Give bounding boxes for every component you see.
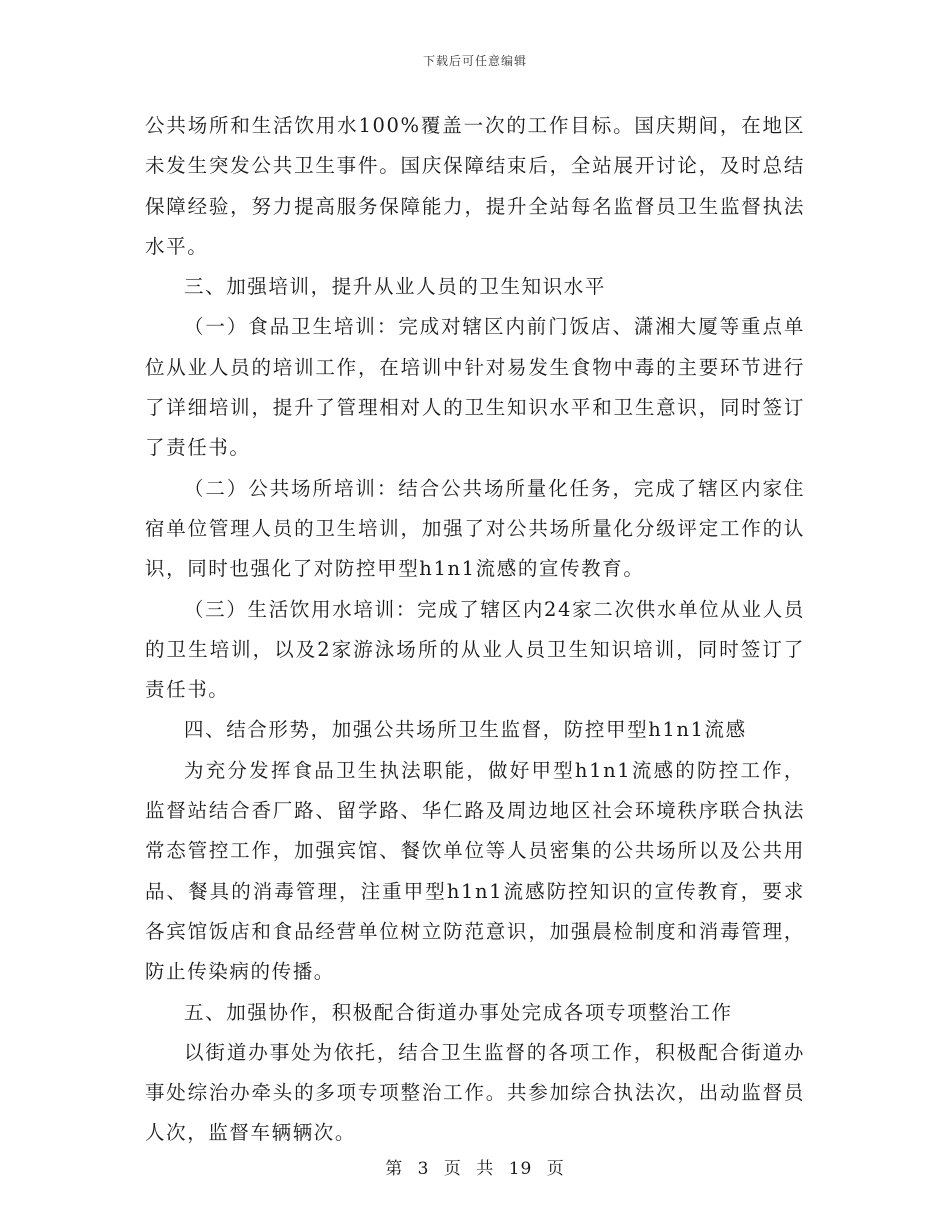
paragraph: （一）食品卫生培训：完成对辖区内前门饭店、潇湘大厦等重点单位从业人员的培训工作，在培训中针对易发生食物中毒的主要环节进行了详细培训，提升了管理相对人的卫生知识水平和卫生意识，同时签订了责任书。 (145, 315, 805, 460)
page-footer (0, 1154, 950, 1179)
page-label-mid: 页 共 (443, 1159, 495, 1179)
section-heading: 四、结合形势，加强公共场所卫生监督，防控甲型h1n1流感 (184, 718, 747, 742)
current-page-number: 3 (417, 1159, 430, 1179)
paragraph: （三）生活饮用水培训：完成了辖区内24家二次供水单位从业人员的卫生培训，以及2家游泳场所的从业人员卫生知识培训，同时签订了责任书。 (145, 597, 805, 702)
page-label-prefix: 第 (385, 1159, 404, 1179)
paragraph: 以街道办事处为依托，结合卫生监督的各项工作，积极配合街道办事处综治办牵头的多项专项整治工作。共参加综合执法次，出动监督员人次，监督车辆辆次。 (145, 1040, 805, 1145)
paragraph: 公共场所和生活饮用水100%覆盖一次的工作目标。国庆期间，在地区未发生突发公共卫生事件。国庆保障结束后，全站展开讨论，及时总结保障经验，努力提高服务保障能力，提升全站每名监督员卫生监督执法水平。 (145, 114, 805, 258)
document-body (145, 106, 805, 1154)
total-pages-number: 19 (508, 1159, 533, 1179)
section-heading: 三、加强培训，提升从业人员的卫生知识水平 (184, 275, 607, 299)
page-label-suffix: 页 (546, 1159, 565, 1179)
section-heading: 五、加强协作，积极配合街道办事处完成各项专项整治工作 (184, 1000, 733, 1024)
page-header: 下载后可任意编辑 (422, 54, 527, 68)
paragraph: （二）公共场所培训：结合公共场所量化任务，完成了辖区内家住宿单位管理人员的卫生培训，加强了对公共场所量化分级评定工作的认识，同时也强化了对防控甲型h1n1流感的宣传教育。 (145, 476, 805, 581)
paragraph: 为充分发挥食品卫生执法职能，做好甲型h1n1流感的防控工作，监督站结合香厂路、留学路、华仁路及周边地区社会环境秩序联合执法常态管控工作，加强宾馆、餐饮单位等人员密集的公共场所以及公共用品、餐具的消毒管理，注重甲型h1n1流感防控知识的宣传教育，要求各宾馆饭店和食品经营单位树立防范意识，加强晨检制度和消毒管理，防止传染病的传播。 (145, 758, 805, 984)
